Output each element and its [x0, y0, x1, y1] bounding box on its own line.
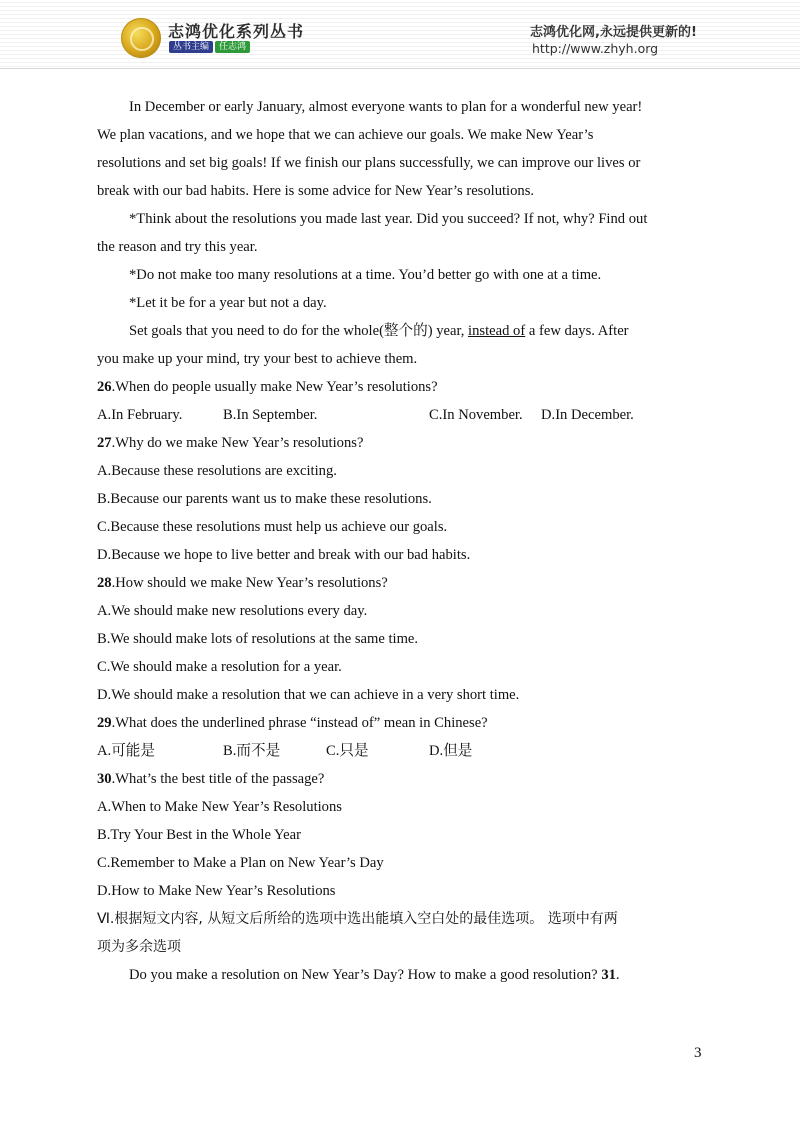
header-url: http://www.zhyh.org	[532, 41, 659, 56]
blank-end: .	[615, 967, 620, 983]
intro-text: Do you make a resolution on New Year’s Day? How to make a good resolution?	[129, 967, 602, 983]
option: B.We should make lots of resolutions at the same time.	[97, 631, 419, 647]
question-stem	[97, 373, 707, 401]
option: A.We should make new resolutions every day.	[97, 603, 368, 619]
option: C.Remember to Make a Plan on New Year’s Day	[97, 855, 384, 871]
editor-tag	[169, 41, 250, 53]
question-text: .What’s the best title of the passage?	[111, 771, 325, 787]
passage-line: In December or early January, almost everyone wants to plan for a wonderful new year!	[129, 99, 643, 115]
option: D.Because we hope to live better and break with our bad habits.	[97, 547, 471, 563]
page-content	[97, 93, 707, 989]
passage-tip: *Let it be for a year but not a day.	[129, 295, 327, 311]
option: C.只是	[326, 743, 369, 759]
underlined-phrase: instead of	[468, 323, 526, 339]
page-number: 3	[694, 1045, 702, 1061]
option: D.We should make a resolution that we can achieve in a very short time.	[97, 687, 520, 703]
passage-tip: *Do not make too many resolutions at a time. You’d better go with one at a time.	[129, 267, 602, 283]
question-number: 26	[97, 379, 112, 395]
question-text: .What does the underlined phrase “instead of” mean in Chinese?	[111, 715, 488, 731]
option: D.但是	[429, 743, 473, 759]
header-slogan: 志鸿优化网,永远提供更新的!	[530, 25, 697, 40]
editor-label: 丛书主编	[169, 41, 213, 53]
question-number: 28	[97, 575, 112, 591]
question-stem	[97, 569, 707, 597]
option: D.In December.	[541, 407, 634, 423]
page-header	[0, 0, 800, 70]
question-text: .How should we make New Year’s resolutions?	[111, 575, 388, 591]
question-stem	[97, 709, 707, 737]
passage-line: break with our bad habits. Here is some advice for New Year’s resolutions.	[97, 183, 535, 199]
header-divider	[0, 68, 800, 69]
question-number: 27	[97, 435, 112, 451]
option: A.In February.	[97, 407, 183, 423]
question-text: .When do people usually make New Year’s resolutions?	[111, 379, 438, 395]
passage-text: a few days. After	[525, 323, 629, 339]
option: A.可能是	[97, 743, 155, 759]
passage-tip: *Think about the resolutions you made last year. Did you succeed? If not, why? Find out	[129, 211, 648, 227]
option: B.Because our parents want us to make these resolutions.	[97, 491, 432, 507]
passage-text: Set goals that you need to do for the whole(整个的) year,	[129, 323, 469, 339]
question-text: .Why do we make New Year’s resolutions?	[111, 435, 364, 451]
option: B.Try Your Best in the Whole Year	[97, 827, 301, 843]
section-heading: Ⅵ.根据短文内容, 从短文后所给的选项中选出能填入空白处的最佳选项。 选项中有两	[97, 911, 618, 927]
series-title: 志鸿优化系列丛书	[168, 22, 305, 41]
question-number: 29	[97, 715, 112, 731]
passage-tip: the reason and try this year.	[97, 239, 258, 255]
series-logo-icon	[121, 18, 161, 58]
question-stem	[97, 429, 707, 457]
question-stem	[97, 765, 707, 793]
option: C.We should make a resolution for a year.	[97, 659, 342, 675]
section-intro	[97, 961, 707, 989]
option: A.Because these resolutions are exciting.	[97, 463, 337, 479]
passage-line	[97, 317, 707, 345]
option: C.In November.	[429, 407, 523, 423]
option: C.Because these resolutions must help us achieve our goals.	[97, 519, 448, 535]
option: A.When to Make New Year’s Resolutions	[97, 799, 342, 815]
option-row	[97, 401, 707, 429]
blank-number: 31	[601, 967, 616, 983]
editor-name: 任志鸿	[215, 41, 250, 53]
section-heading: 项为多余选项	[97, 939, 181, 955]
passage-line: We plan vacations, and we hope that we can achieve our goals. We make New Year’s	[97, 127, 594, 143]
passage-line: resolutions and set big goals! If we finish our plans successfully, we can improve our lives or	[97, 155, 641, 171]
option-row	[97, 737, 707, 765]
option: B.In September.	[223, 407, 318, 423]
option: D.How to Make New Year’s Resolutions	[97, 883, 336, 899]
question-number: 30	[97, 771, 112, 787]
passage-line: you make up your mind, try your best to achieve them.	[97, 351, 418, 367]
option: B.而不是	[223, 743, 281, 759]
